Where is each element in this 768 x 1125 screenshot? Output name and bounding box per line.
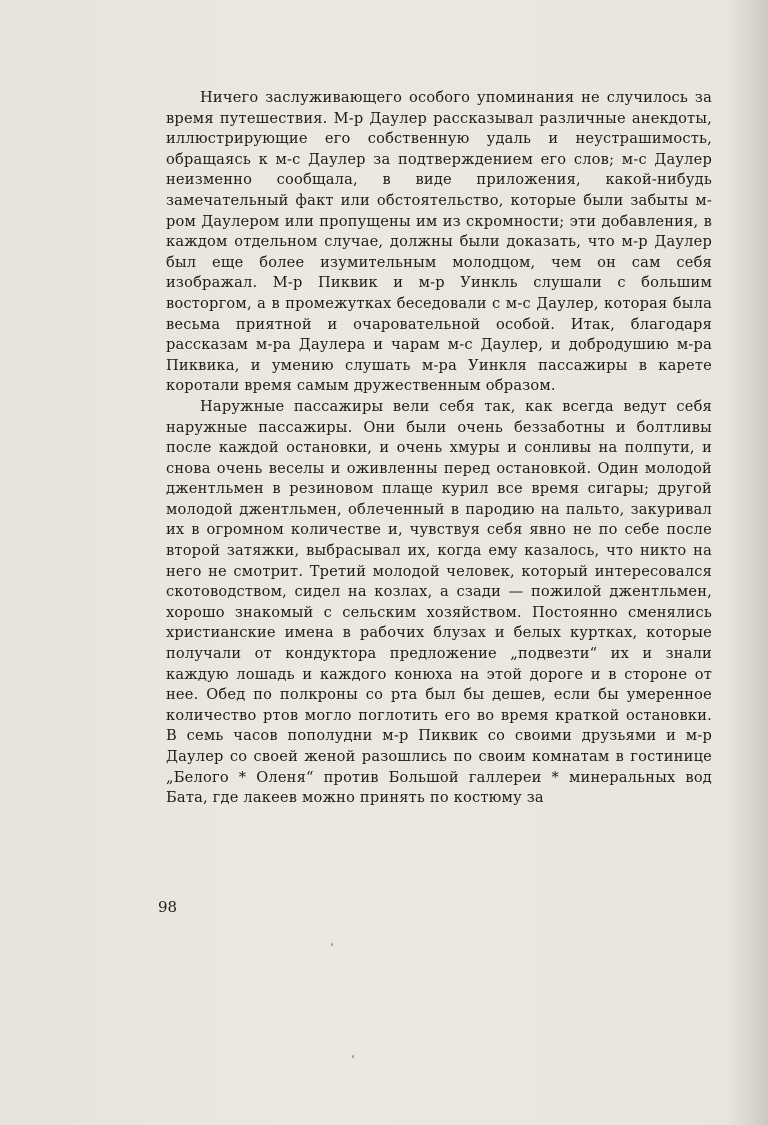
page-number: 98 — [158, 898, 178, 916]
body-text — [166, 88, 712, 809]
paragraph-2: Наружные пассажиры вели себя так, как всегда ведут себя наружные пассажиры. Они были очень беззаботны и болтливы после каждой остановки, и очень хмуры и сонливы на полпути, и снова очень веселы и оживленны перед остановкой. Один молодой джентльмен в резиновом плаще курил все время сигары; другой молодой джентльмен, облеченный в пародию на пальто, закуривал их в огромном количестве и, чувствуя себя явно не по себе после второй затяжки, выбрасывал их, когда ему казалось, что никто на него не смотрит. Третий молодой человек, который интересовался скотоводством, сидел на козлах, а сзади — пожилой джентльмен, хорошо знакомый с сельским хозяйством. Постоянно сменялись христианские имена в рабочих блузах и белых куртках, которые получали от кондуктора предложение „подвезти“ их и знали каждую лошадь и каждого конюха на этой дороге и в стороне от нее. Обед по полкроны со рта был бы дешев, если бы умеренное количество ртов могло поглотить его во время краткой остановки. В семь часов пополудни м-р Пиквик со своими друзьями и м-р Даулер со своей женой разошлись по своим комнатам в гостинице „Белого * Оленя“ против Большой галлереи * минеральных вод Бата, где лакеев можно принять по костюму за — [166, 397, 712, 807]
page-edge-shadow — [726, 0, 768, 1125]
paper-speck — [352, 1055, 354, 1058]
paper-speck — [331, 943, 333, 946]
paragraph-1: Ничего заслуживающего особого упоминания не случилось за время путешествия. М-р Даулер рассказывал различные анекдоты, иллюстрирующие его собственную удаль и неустрашимость, обращаясь к м-с Даулер за подтверждением его слов; м-с Даулер неизменно сообщала, в виде приложения, какой-нибудь замечательный факт или обстоятельство, которые были забыты м-ром Даулером или пропущены им из скромности; эти добавления, в каждом отдельном случае, должны были доказать, что м-р Даулер был еще более изумительным молодцом, чем он сам себя изображал. М-р Пиквик и м-р Уинкль слушали с большим восторгом, а в промежутках беседовали с м-с Даулер, которая была весьма приятной и очаровательной особой. Итак, благодаря рассказам м-ра Даулера и чарам м-с Даулер, и добродушию м-ра Пиквика, и умению слушать м-ра Уинкля пассажиры в карете коротали время самым дружественным образом. — [166, 89, 712, 395]
